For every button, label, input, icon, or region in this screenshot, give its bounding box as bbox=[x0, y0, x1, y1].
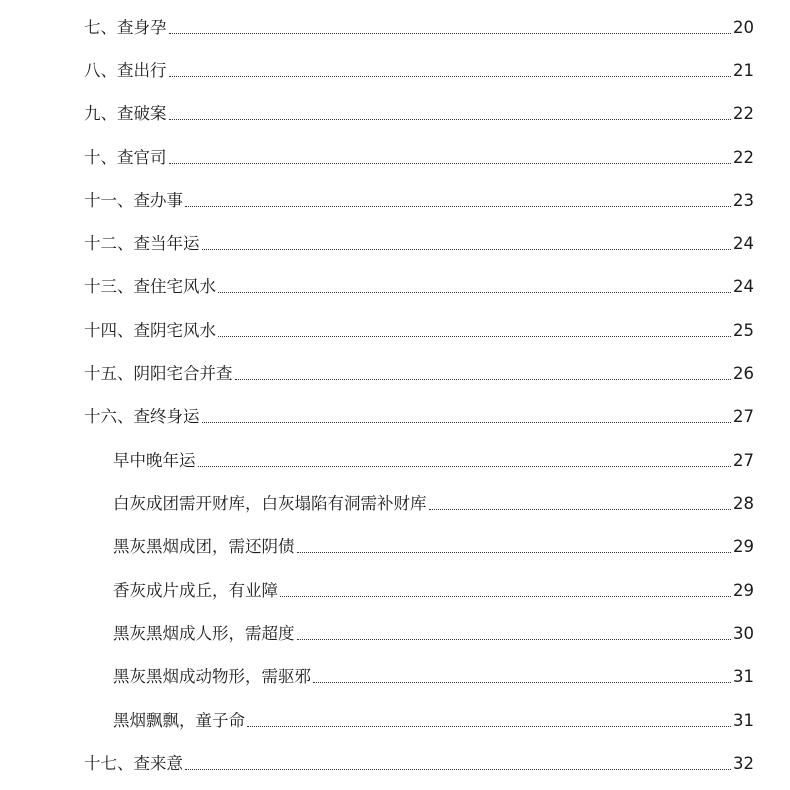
toc-entry[interactable] bbox=[113, 664, 754, 690]
toc-entry[interactable] bbox=[84, 404, 754, 430]
toc-dot-leader bbox=[169, 119, 732, 120]
toc-entry-title: 十二、查当年运 bbox=[84, 234, 200, 253]
toc-entry-title: 十四、查阴宅风水 bbox=[84, 321, 216, 340]
toc-entry-title: 十三、查住宅风水 bbox=[84, 277, 216, 296]
toc-entry[interactable] bbox=[84, 361, 754, 387]
toc-entry-title: 十五、阴阳宅合并查 bbox=[84, 364, 233, 383]
toc-entry-title: 黑灰黑烟成动物形，需驱邪 bbox=[113, 667, 311, 686]
toc-page-number: 31 bbox=[733, 711, 754, 730]
toc-page-number: 23 bbox=[733, 191, 754, 210]
toc-dot-leader bbox=[235, 379, 732, 380]
toc-page-number: 20 bbox=[733, 18, 754, 37]
toc-page-number: 26 bbox=[733, 364, 754, 383]
toc-entry[interactable] bbox=[84, 145, 754, 171]
toc-dot-leader bbox=[169, 33, 732, 34]
toc-dot-leader bbox=[202, 249, 732, 250]
toc-entry[interactable] bbox=[84, 101, 754, 127]
toc-page-number: 21 bbox=[733, 61, 754, 80]
toc-page-number: 32 bbox=[733, 754, 754, 773]
toc-page-number: 29 bbox=[733, 537, 754, 556]
toc-entry-title: 黑烟飘飘，童子命 bbox=[113, 711, 245, 730]
toc-dot-leader bbox=[185, 769, 731, 770]
toc-entry-title: 白灰成团需开财库，白灰塌陷有洞需补财库 bbox=[113, 494, 427, 513]
toc-dot-leader bbox=[169, 163, 732, 164]
toc-entry[interactable] bbox=[113, 621, 754, 647]
toc-entry[interactable] bbox=[113, 534, 754, 560]
toc-dot-leader bbox=[169, 76, 732, 77]
toc-page-number: 28 bbox=[733, 494, 754, 513]
toc-dot-leader bbox=[218, 336, 731, 337]
toc-dot-leader bbox=[185, 206, 731, 207]
toc-dot-leader bbox=[218, 292, 731, 293]
toc-entry[interactable] bbox=[84, 318, 754, 344]
toc-entry-title: 十七、查来意 bbox=[84, 754, 183, 773]
toc-page-number: 22 bbox=[733, 104, 754, 123]
toc-page-number: 24 bbox=[733, 277, 754, 296]
toc-page-number: 27 bbox=[733, 407, 754, 426]
toc-entry[interactable] bbox=[84, 751, 754, 777]
toc-page-number: 27 bbox=[733, 451, 754, 470]
toc-dot-leader bbox=[247, 726, 731, 727]
toc-entry-title: 十六、查终身运 bbox=[84, 407, 200, 426]
toc-entry[interactable] bbox=[84, 231, 754, 257]
toc-dot-leader bbox=[313, 682, 731, 683]
toc-entry-title: 香灰成片成丘，有业障 bbox=[113, 581, 278, 600]
toc-dot-leader bbox=[198, 466, 732, 467]
toc-page-number: 25 bbox=[733, 321, 754, 340]
toc-dot-leader bbox=[429, 509, 732, 510]
toc-entry-title: 黑灰黑烟成人形，需超度 bbox=[113, 624, 295, 643]
toc-entry-title: 十、查官司 bbox=[84, 148, 167, 167]
toc-entry[interactable] bbox=[84, 58, 754, 84]
toc-page-number: 24 bbox=[733, 234, 754, 253]
toc-entry[interactable] bbox=[84, 15, 754, 41]
toc-dot-leader bbox=[297, 639, 732, 640]
toc-entry[interactable] bbox=[113, 578, 754, 604]
toc-page-number: 30 bbox=[733, 624, 754, 643]
toc-page-number: 22 bbox=[733, 148, 754, 167]
toc-entry[interactable] bbox=[84, 188, 754, 214]
toc-dot-leader bbox=[202, 422, 732, 423]
toc-entry[interactable] bbox=[113, 708, 754, 734]
toc-entry-title: 十一、查办事 bbox=[84, 191, 183, 210]
toc-entry-title: 七、查身孕 bbox=[84, 18, 167, 37]
toc-entry[interactable] bbox=[84, 274, 754, 300]
toc-page-number: 29 bbox=[733, 581, 754, 600]
toc-entry-title: 九、查破案 bbox=[84, 104, 167, 123]
toc-page-number: 31 bbox=[733, 667, 754, 686]
toc-dot-leader bbox=[280, 596, 731, 597]
toc-entry[interactable] bbox=[113, 448, 754, 474]
toc-entry-title: 八、查出行 bbox=[84, 61, 167, 80]
toc-dot-leader bbox=[297, 552, 732, 553]
toc-entry[interactable] bbox=[113, 491, 754, 517]
toc-entry-title: 黑灰黑烟成团，需还阴债 bbox=[113, 537, 295, 556]
toc-entry-title: 早中晚年运 bbox=[113, 451, 196, 470]
